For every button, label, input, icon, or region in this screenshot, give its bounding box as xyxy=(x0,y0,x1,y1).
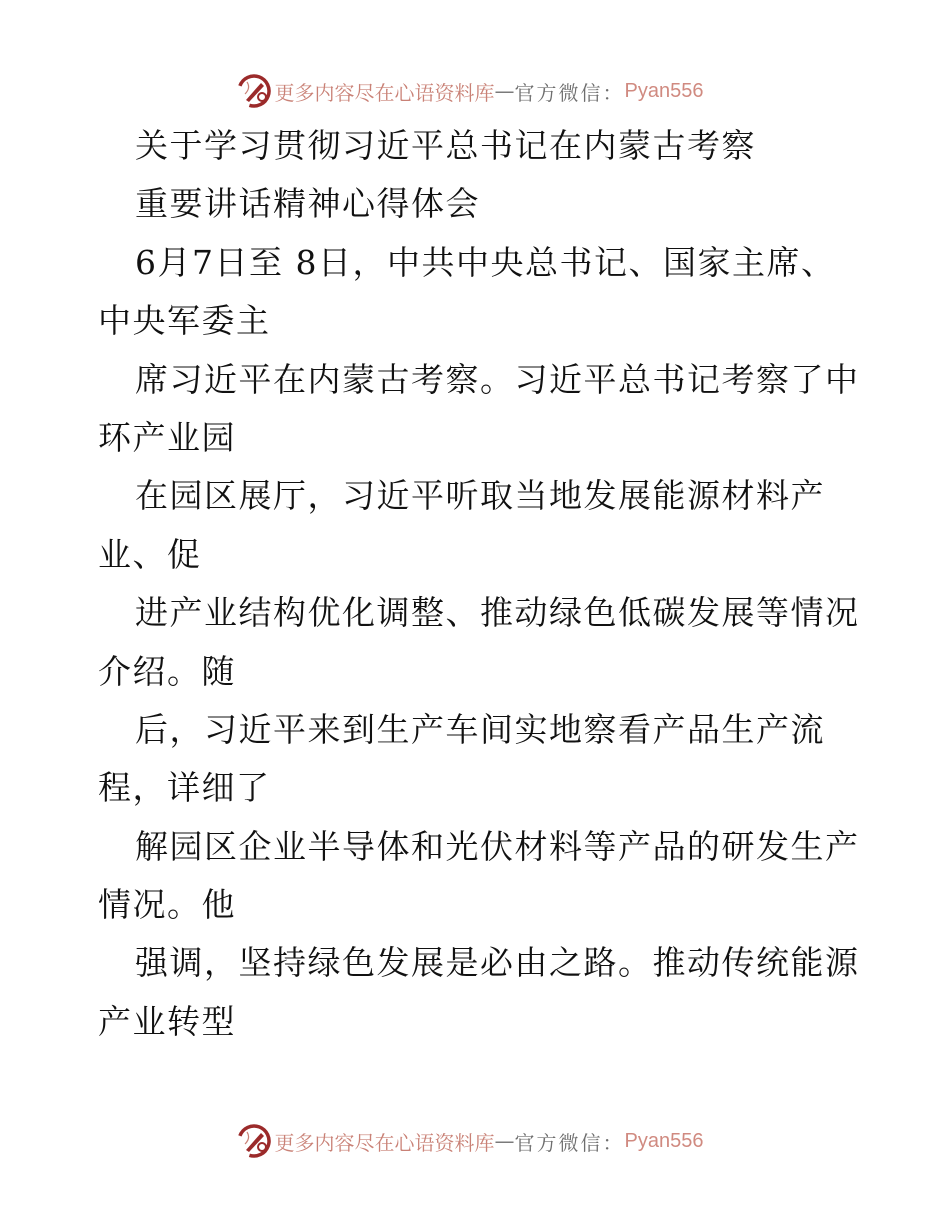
wechat-id: Pyan556 xyxy=(624,79,704,102)
wechat-id: Pyan556 xyxy=(624,1129,704,1152)
paragraph-line: 产业转型 xyxy=(98,1001,236,1041)
wechat-label: 官方微信： xyxy=(514,80,625,105)
paragraph-line: 在园区展厅，习近平听取当地发展能源材料产 xyxy=(135,476,825,516)
footer-banner xyxy=(0,1121,950,1161)
paragraph-line: 业、促 xyxy=(98,534,202,574)
paragraph-line: 介绍。随 xyxy=(98,651,236,691)
paragraph-line: 程，详细了 xyxy=(98,768,271,808)
quill-pen-logo-icon xyxy=(237,1124,271,1158)
paragraph-line: 6月7日至 8日，中共中央总书记、国家主席、 xyxy=(135,242,836,282)
title-line-1: 关于学习贯彻习近平总书记在内蒙古考察 xyxy=(135,126,756,165)
wechat-label: 官方微信： xyxy=(514,1130,625,1155)
paragraph-line: 环产业园 xyxy=(98,417,236,457)
title-line-2: 重要讲话精神心得体会 xyxy=(135,184,480,224)
paragraph-line: 强调，坚持绿色发展是必由之路。推动传统能源 xyxy=(135,943,860,983)
header-banner xyxy=(0,71,950,111)
paragraph-line: 情况。他 xyxy=(98,885,236,925)
paragraph-line: 后，习近平来到生产车间实地察看产品生产流 xyxy=(135,709,825,749)
document-body xyxy=(98,117,858,1051)
promo-text: 更多内容尽在心语资料库 xyxy=(274,1130,495,1155)
paragraph-line: 中央军委主 xyxy=(98,301,271,341)
quill-pen-logo-icon xyxy=(237,74,271,108)
paragraph-line: 席习近平在内蒙古考察。习近平总书记考察了中 xyxy=(135,359,860,399)
banner-dash: — xyxy=(494,1129,515,1153)
paragraph-line: 进产业结构优化调整、推动绿色低碳发展等情况 xyxy=(135,593,860,633)
promo-text: 更多内容尽在心语资料库 xyxy=(274,80,495,105)
banner-dash: — xyxy=(494,79,515,103)
paragraph-line: 解园区企业半导体和光伏材料等产品的研发生产 xyxy=(135,826,860,866)
